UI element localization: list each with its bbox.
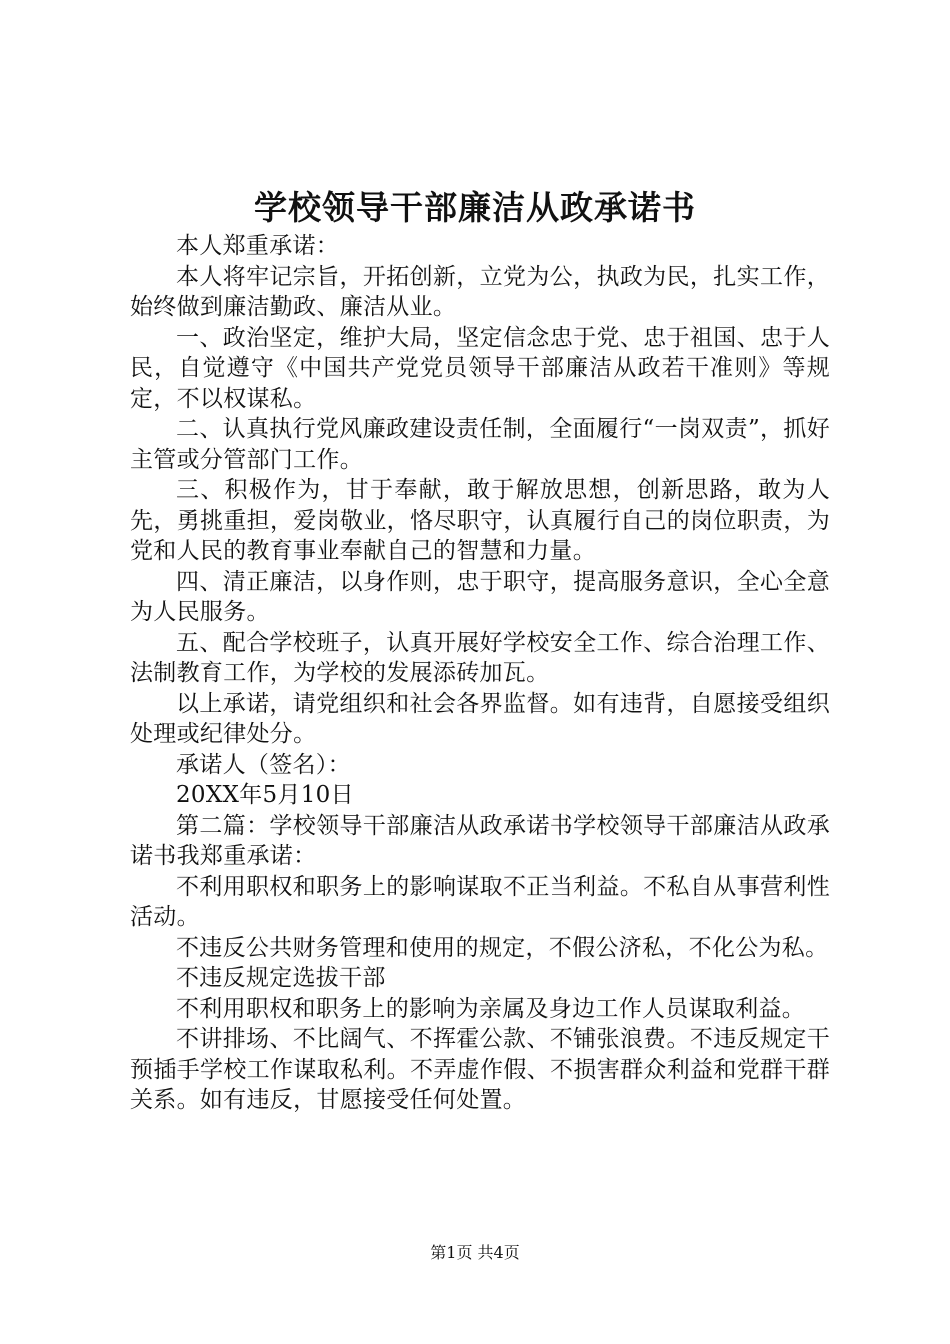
paragraph: 五、配合学校班子，认真开展好学校安全工作、综合治理工作、法制教育工作，为学校的发展添砖加瓦。 xyxy=(130,629,830,686)
paragraph: 第二篇：学校领导干部廉洁从政承诺书学校领导干部廉洁从政承诺书我郑重承诺： xyxy=(130,812,830,869)
document-body xyxy=(130,231,830,1116)
paragraph: 不违反公共财务管理和使用的规定，不假公济私，不化公为私。 xyxy=(176,934,829,961)
paragraph: 不利用职权和职务上的影响谋取不正当利益。不私自从事营利性活动。 xyxy=(130,873,830,930)
paragraph: 三、积极作为，甘于奉献，敢于解放思想，创新思路，敢为人先，勇挑重担，爱岗敬业，恪尽职守，认真履行自己的岗位职责，为党和人民的教育事业奉献自己的智慧和力量。 xyxy=(130,477,830,564)
paragraph: 不讲排场、不比阔气、不挥霍公款、不铺张浪费。不违反规定干预插手学校工作谋取私利。不弄虚作假、不损害群众利益和党群干群关系。如有违反，甘愿接受任何处置。 xyxy=(130,1026,830,1113)
paragraph: 本人郑重承诺： xyxy=(176,233,340,259)
paragraph: 一、政治坚定，维护大局，坚定信念忠于党、忠于祖国、忠于人民，自觉遵守《中国共产党党员领导干部廉洁从政若干准则》等规定，不以权谋私。 xyxy=(130,324,830,412)
paragraph: 不利用职权和职务上的影响为亲属及身边工作人员谋取利益。 xyxy=(176,995,806,1022)
document-title: 学校领导干部廉洁从政承诺书 xyxy=(254,188,696,227)
paragraph: 四、清正廉洁，以身作则，忠于职守，提高服务意识，全心全意为人民服务。 xyxy=(130,568,830,625)
paragraph: 本人将牢记宗旨，开拓创新，立党为公，执政为民，扎实工作，始终做到廉洁勤政、廉洁从业。 xyxy=(130,263,830,320)
page-indicator: 第1页 共4页 xyxy=(430,1243,520,1262)
paragraph: 以上承诺，请党组织和社会各界监督。如有违背，自愿接受组织处理或纪律处分。 xyxy=(130,690,830,747)
paragraph: 不违反规定选拔干部 xyxy=(176,965,386,991)
signature-line: 承诺人（签名）： xyxy=(176,751,351,778)
date-line: 20XX年5月10日 xyxy=(176,782,354,808)
paragraph: 二、认真执行党风廉政建设责任制，全面履行“一岗双责”，抓好主管或分管部门工作。 xyxy=(130,416,830,473)
